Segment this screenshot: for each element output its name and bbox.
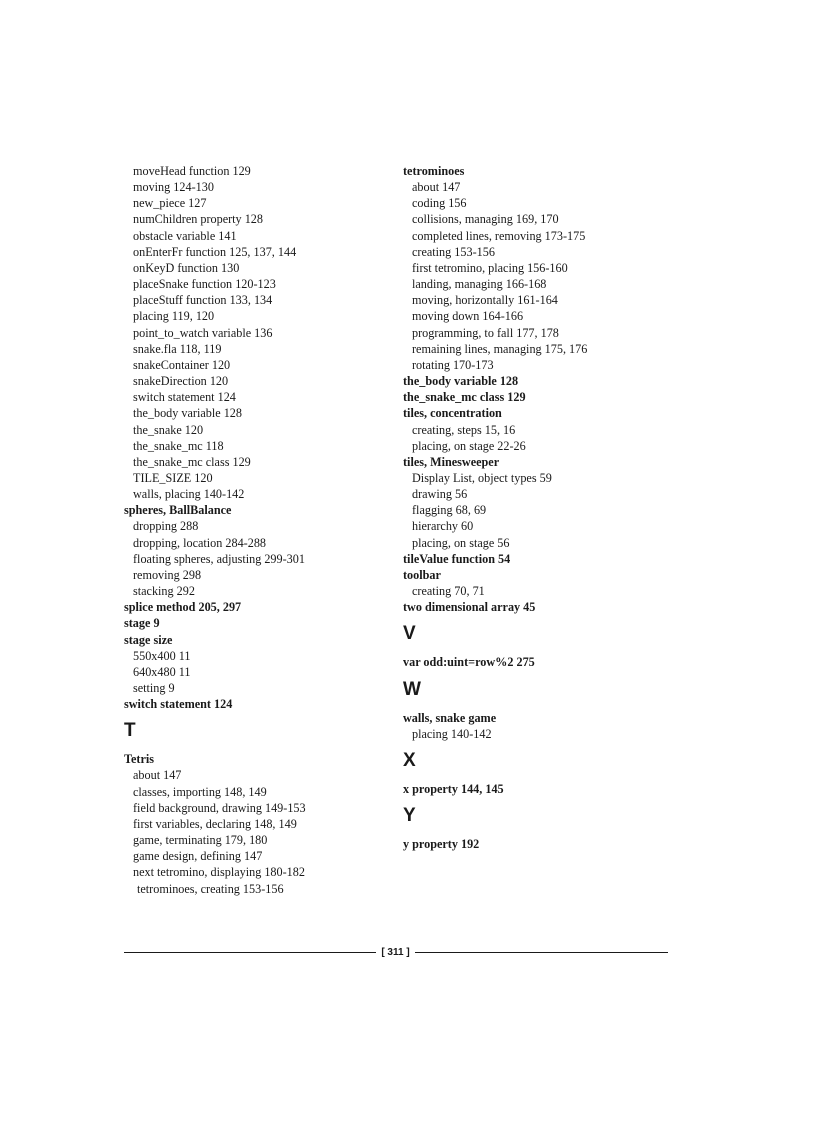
index-subentry: snake.fla 118, 119 bbox=[133, 341, 222, 356]
index-subentry: placing 119, 120 bbox=[133, 309, 215, 324]
index-subentry: TILE_SIZE 120 bbox=[133, 470, 213, 485]
index-subentry: first tetromino, placing 156-160 bbox=[412, 260, 568, 275]
index-entry: Tetris bbox=[124, 752, 155, 767]
index-subentry: first variables, declaring 148, 149 bbox=[133, 816, 297, 831]
index-subentry: setting 9 bbox=[133, 681, 175, 695]
index-entry: tiles, Minesweeper bbox=[403, 454, 500, 469]
section-letter: X bbox=[403, 749, 416, 771]
index-entry: the_snake_mc class 129 bbox=[403, 390, 526, 405]
index-subentry: collisions, managing 169, 170 bbox=[412, 212, 559, 227]
index-subentry: flagging 68, 69 bbox=[412, 503, 487, 518]
index-entry: var odd:uint=row%2 275 bbox=[403, 655, 535, 670]
index-subentry: snakeDirection 120 bbox=[133, 374, 229, 389]
index-subentry: about 147 bbox=[412, 180, 461, 195]
index-entry: stage size bbox=[124, 632, 173, 647]
index-subentry: numChildren property 128 bbox=[133, 212, 263, 227]
index-subentry: 640x480 11 bbox=[133, 664, 191, 679]
index-subentry: moving, horizontally 161-164 bbox=[412, 293, 558, 308]
index-subentry: removing 298 bbox=[133, 567, 202, 582]
index-entry: toolbar bbox=[403, 567, 441, 582]
index-subentry: game design, defining 147 bbox=[133, 849, 263, 864]
index-subentry: stacking 292 bbox=[133, 584, 195, 599]
index-entry: tiles, concentration bbox=[403, 406, 502, 421]
index-subentry: rotating 170-173 bbox=[412, 357, 494, 372]
index-subentry: creating 153-156 bbox=[412, 244, 495, 259]
index-subentry: the_snake_mc class 129 bbox=[133, 454, 251, 469]
footer-rule-right bbox=[415, 952, 668, 953]
index-subentry: drawing 56 bbox=[412, 487, 468, 502]
section-letter: W bbox=[403, 678, 421, 700]
index-subentry: creating 70, 71 bbox=[412, 584, 485, 599]
index-subentry: moving 124-130 bbox=[133, 180, 214, 195]
index-subentry: placing, on stage 56 bbox=[412, 535, 510, 550]
index-subentry: placeSnake function 120-123 bbox=[133, 277, 276, 292]
index-subentry: moving down 164-166 bbox=[412, 309, 524, 324]
index-entry: stage 9 bbox=[124, 616, 160, 631]
section-letter: V bbox=[403, 623, 416, 645]
index-subentry: onKeyD function 130 bbox=[133, 260, 240, 275]
index-subentry: classes, importing 148, 149 bbox=[133, 784, 267, 799]
index-entry: x property 144, 145 bbox=[403, 781, 504, 796]
index-entry: walls, snake game bbox=[403, 710, 497, 725]
index-subentry: snakeContainer 120 bbox=[133, 357, 231, 372]
index-entry: spheres, BallBalance bbox=[124, 503, 232, 518]
section-letter: T bbox=[124, 720, 136, 742]
index-subentry: 550x400 11 bbox=[133, 648, 191, 663]
index-subentry: coding 156 bbox=[412, 196, 467, 211]
index-subentry: creating, steps 15, 16 bbox=[412, 422, 516, 437]
index-subentry: placeStuff function 133, 134 bbox=[133, 293, 273, 308]
index-entry: tetrominoes bbox=[403, 164, 465, 178]
index-subentry: completed lines, removing 173-175 bbox=[412, 228, 586, 243]
index-entry: splice method 205, 297 bbox=[124, 600, 242, 615]
page-footer bbox=[124, 944, 668, 962]
index-subentry: hierarchy 60 bbox=[412, 519, 474, 534]
index-subentry: moveHead function 129 bbox=[133, 164, 251, 178]
index-subentry: the_snake_mc 118 bbox=[133, 438, 224, 453]
footer-rule-left bbox=[124, 952, 376, 953]
index-subentry: the_snake 120 bbox=[133, 422, 204, 437]
page-number: [ 311 ] bbox=[381, 947, 410, 958]
index-subentry: tetrominoes, creating 153-156 bbox=[137, 881, 284, 896]
index-subentry: landing, managing 166-168 bbox=[412, 277, 547, 292]
index-subentry: placing 140-142 bbox=[412, 726, 492, 741]
index-subentry: dropping 288 bbox=[133, 519, 199, 534]
index-subentry: dropping, location 284-288 bbox=[133, 535, 267, 550]
index-subentry: placing, on stage 22-26 bbox=[412, 438, 526, 453]
index-subentry: point_to_watch variable 136 bbox=[133, 325, 273, 340]
index-subentry: onEnterFr function 125, 137, 144 bbox=[133, 244, 297, 259]
index-subentry: floating spheres, adjusting 299-301 bbox=[133, 551, 305, 566]
index-subentry: walls, placing 140-142 bbox=[133, 487, 245, 502]
index-subentry: switch statement 124 bbox=[133, 390, 236, 405]
index-entry: y property 192 bbox=[403, 837, 480, 851]
index-subentry: the_body variable 128 bbox=[133, 406, 242, 421]
index-subentry: remaining lines, managing 175, 176 bbox=[412, 341, 588, 356]
index-subentry: obstacle variable 141 bbox=[133, 228, 237, 243]
index-column-right bbox=[403, 163, 703, 852]
index-subentry: field background, drawing 149-153 bbox=[133, 800, 306, 815]
index-subentry: next tetromino, displaying 180-182 bbox=[133, 865, 305, 880]
index-entry: the_body variable 128 bbox=[403, 374, 519, 389]
index-entry: two dimensional array 45 bbox=[403, 600, 536, 615]
index-column-left bbox=[124, 163, 384, 897]
index-entry: tileValue function 54 bbox=[403, 551, 511, 566]
index-subentry: new_piece 127 bbox=[133, 196, 207, 211]
index-entry: switch statement 124 bbox=[124, 697, 233, 712]
section-letter: Y bbox=[403, 805, 416, 826]
index-subentry: about 147 bbox=[133, 768, 182, 783]
index-subentry: programming, to fall 177, 178 bbox=[412, 325, 559, 340]
index-subentry: Display List, object types 59 bbox=[412, 470, 552, 485]
index-subentry: game, terminating 179, 180 bbox=[133, 833, 268, 848]
